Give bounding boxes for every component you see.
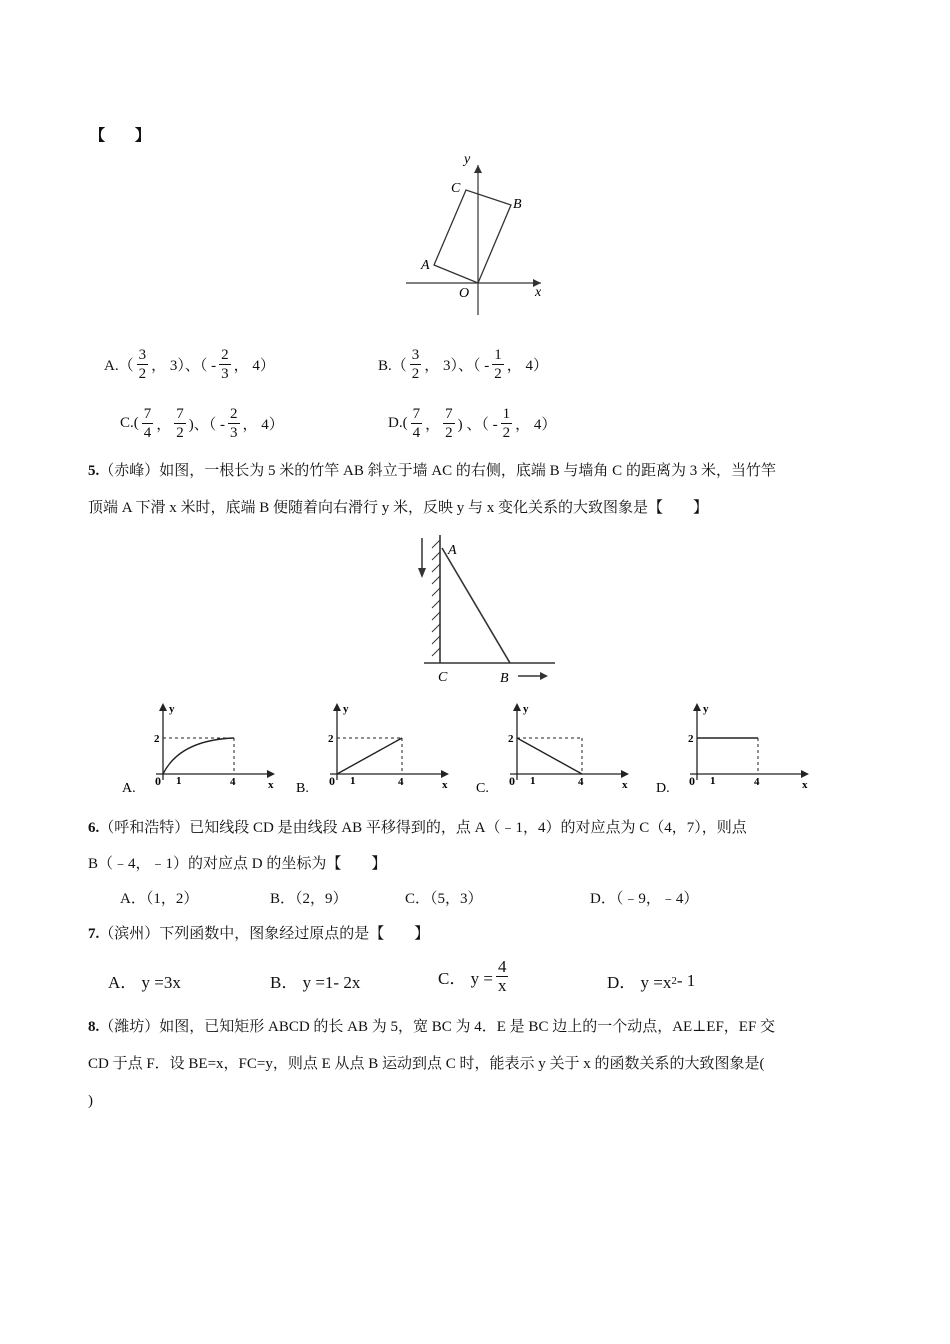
question-number: 6. <box>88 820 100 836</box>
svg-text:x: x <box>802 779 808 791</box>
svg-text:4: 4 <box>578 776 584 788</box>
svg-text:y: y <box>523 703 529 715</box>
y-axis-arrow <box>474 165 482 173</box>
svg-text:4: 4 <box>398 776 404 788</box>
q5-ladder-figure <box>410 530 560 685</box>
svg-text:x: x <box>442 779 448 791</box>
option-text: ， 3）、（ - <box>424 358 490 374</box>
x-axis-label: x <box>535 285 542 300</box>
q4-option-b[interactable] <box>378 346 548 383</box>
option-text: )、（ - <box>188 417 226 433</box>
q6-option-a[interactable]: A．（1，2） <box>120 891 199 907</box>
svg-text:x: x <box>268 779 274 791</box>
q6-line2: B（﹣4，﹣1）的对应点 D 的坐标为【 】 <box>88 856 387 872</box>
fraction: $\frac{7}{2}$ <box>445 406 453 441</box>
question-number: 5. <box>88 463 100 479</box>
q5-graph-c[interactable] <box>472 700 637 796</box>
question-number: 8. <box>88 1019 100 1035</box>
fraction: $\frac{4}{x}$ <box>497 957 507 995</box>
option-text: ， 4） <box>242 417 284 433</box>
question-text: （潍坊）如图，已知矩形 ABCD 的长 AB 为 5，宽 BC 为 4．E 是 BC 边上的一个动点，AE⊥EF，EF 交 <box>99 1019 776 1035</box>
svg-text:1: 1 <box>350 775 356 787</box>
svg-text:0: 0 <box>329 774 335 788</box>
fraction: $\frac{7}{4}$ <box>143 406 152 441</box>
option-letter: A.（ <box>104 358 134 374</box>
option-text: C． y = <box>438 969 493 988</box>
q4-option-d[interactable] <box>388 405 556 442</box>
q7-option-a[interactable]: A． y =3x <box>108 973 181 992</box>
option-text: ， 3）、（ - <box>151 358 217 374</box>
option-letter: C.( <box>120 415 139 431</box>
svg-text:2: 2 <box>688 733 694 745</box>
q4-option-c[interactable] <box>120 405 284 442</box>
down-arrowhead <box>418 568 426 578</box>
option-letter: D.( <box>388 415 408 431</box>
fraction: $\frac{7}{4}$ <box>412 406 421 441</box>
svg-text:1: 1 <box>530 775 536 787</box>
q7-option-d[interactable] <box>607 968 695 993</box>
svg-text:2: 2 <box>328 733 334 745</box>
svg-text:y: y <box>169 703 175 715</box>
option-text: ， <box>425 417 441 433</box>
q4-figure <box>396 155 556 320</box>
q7-option-c[interactable] <box>438 958 511 995</box>
q7-option-b[interactable]: B． y =1- 2x <box>270 973 361 992</box>
point-c-label: C <box>451 181 461 196</box>
q7-line1 <box>88 924 429 944</box>
fraction: $\frac{2}{3}$ <box>230 406 238 441</box>
fraction: $\frac{2}{3}$ <box>221 347 229 382</box>
svg-text:4: 4 <box>754 776 760 788</box>
point-a-label: A <box>448 543 457 558</box>
rectangle-oabc <box>434 190 511 283</box>
option-text: ) 、（ - <box>457 417 498 433</box>
exponent: 2 <box>671 974 677 987</box>
fraction: $\frac{3}{2}$ <box>138 347 147 382</box>
option-letter: C. <box>476 781 489 796</box>
question-text: （呼和浩特）已知线段 CD 是由线段 AB 平移得到的，点 A（﹣1，4）的对应点为 C（4，7），则点 <box>99 820 747 836</box>
svg-text:2: 2 <box>154 733 160 745</box>
svg-text:y: y <box>343 703 349 715</box>
question-text: （滨州）下列函数中，图象经过原点的是【 】 <box>99 926 430 942</box>
svg-text:2: 2 <box>508 733 514 745</box>
fraction: $\frac{7}{2}$ <box>176 406 184 441</box>
q8-line3: ) <box>88 1093 93 1109</box>
svg-text:1: 1 <box>710 775 716 787</box>
question-text: （赤峰）如图，一根长为 5 米的竹竿 AB 斜立于墙 AC 的右侧，底端 B 与墙角 C 的距离为 3 米，当竹竿 <box>99 463 776 479</box>
svg-text:0: 0 <box>155 774 161 788</box>
q5-line2: 顶端 A 下滑 x 米时，底端 B 便随着向右滑行 y 米，反映 y 与 x 变化关系的大致图象是【 】 <box>88 500 709 516</box>
svg-text:x: x <box>622 779 628 791</box>
option-text: ， <box>156 417 172 433</box>
option-text: D． y =x <box>607 973 672 992</box>
origin-label: O <box>459 286 470 301</box>
svg-text:4: 4 <box>230 776 236 788</box>
option-letter: B. <box>296 781 309 796</box>
q8-line2: CD 于点 F．设 BE=x，FC=y，则点 E 从点 B 运动到点 C 时，能表示 y 关于 x 的函数关系的大致图象是( <box>88 1056 765 1072</box>
svg-text:y: y <box>703 703 709 715</box>
option-text: ， 4） <box>506 358 549 374</box>
svg-text:1: 1 <box>176 775 182 787</box>
option-text: - 1 <box>676 970 696 990</box>
fraction: $\frac{1}{2}$ <box>502 406 511 441</box>
q6-option-d[interactable]: D．（﹣9，﹣4） <box>590 891 699 907</box>
q6-option-b[interactable]: B．（2，9） <box>270 891 348 907</box>
option-letter: B.（ <box>378 358 407 374</box>
point-c-label: C <box>438 670 448 685</box>
option-text: ， 4） <box>233 358 275 374</box>
point-a-label: A <box>421 258 430 273</box>
y-axis-label: y <box>464 155 471 167</box>
option-text: ， 4） <box>515 417 557 433</box>
svg-text:0: 0 <box>509 774 515 788</box>
question-number: 7. <box>88 926 100 942</box>
option-letter: D. <box>656 781 670 796</box>
q5-graph-b[interactable] <box>292 700 457 796</box>
answer-bracket: 【 】 <box>90 128 151 144</box>
point-b-label: B <box>500 671 509 685</box>
fraction: $\frac{1}{2}$ <box>494 347 502 382</box>
svg-text:0: 0 <box>689 774 695 788</box>
q5-graph-d[interactable] <box>652 700 817 796</box>
q4-option-a[interactable] <box>104 346 275 383</box>
q5-graph-a[interactable] <box>118 700 283 796</box>
q5-line1 <box>88 461 776 481</box>
option-letter: A. <box>122 781 136 796</box>
point-b-label: B <box>513 197 522 212</box>
q6-option-c[interactable]: C．（5，3） <box>405 891 483 907</box>
q8-line1 <box>88 1017 775 1037</box>
right-arrowhead <box>540 672 548 680</box>
bamboo-pole <box>442 548 510 663</box>
wall-hatching <box>432 540 440 656</box>
q6-line1 <box>88 818 747 838</box>
fraction: $\frac{3}{2}$ <box>411 347 420 382</box>
